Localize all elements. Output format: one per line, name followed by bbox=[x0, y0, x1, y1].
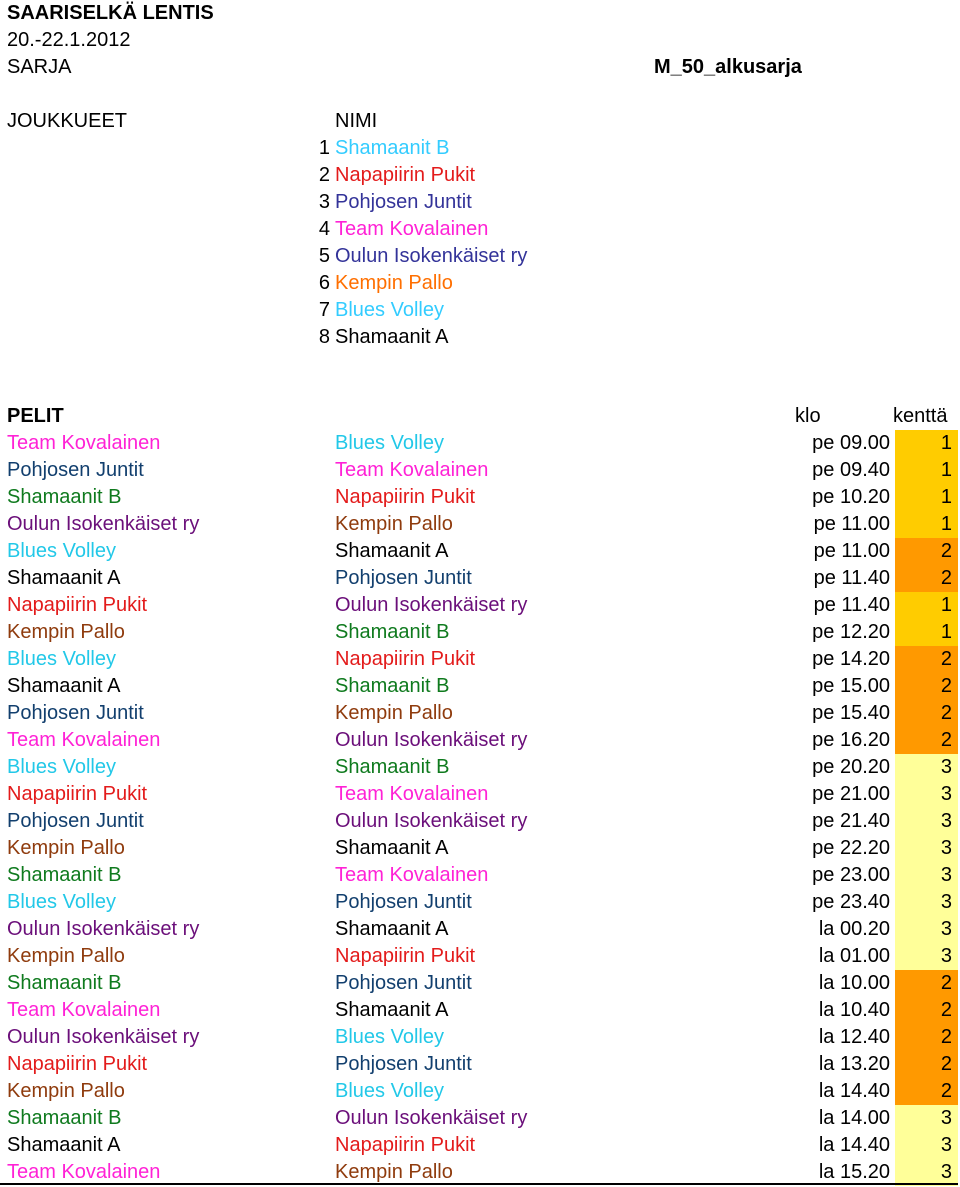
away-team: Shamaanit A bbox=[335, 999, 449, 1021]
away-team: Kempin Pallo bbox=[335, 513, 453, 535]
home-team: Oulun Isokenkäiset ry bbox=[7, 513, 200, 535]
game-time: pe 11.00 bbox=[813, 513, 890, 535]
game-time: pe 23.40 bbox=[812, 891, 890, 913]
court-number: 2 bbox=[895, 997, 958, 1024]
court-number: 3 bbox=[895, 754, 958, 781]
home-team: Shamaanit A bbox=[7, 675, 121, 697]
team-name: Kempin Pallo bbox=[335, 272, 453, 294]
court-number: 2 bbox=[895, 538, 958, 565]
court-number: 3 bbox=[895, 781, 958, 808]
home-team: Napapiirin Pukit bbox=[7, 1053, 148, 1075]
away-team: Oulun Isokenkäiset ry bbox=[335, 729, 528, 751]
court-number: 3 bbox=[895, 889, 958, 916]
team-number: 8 bbox=[318, 326, 330, 348]
games-section-label: PELIT bbox=[7, 405, 64, 427]
game-time: pe 11.00 bbox=[813, 540, 890, 562]
game-time: pe 09.00 bbox=[812, 432, 890, 454]
game-time: la 01.00 bbox=[818, 945, 890, 967]
game-row bbox=[0, 1105, 958, 1132]
away-team: Team Kovalainen bbox=[335, 864, 489, 886]
game-time: la 15.20 bbox=[818, 1161, 890, 1183]
court-number: 2 bbox=[895, 1078, 958, 1105]
away-team: Shamaanit B bbox=[335, 675, 450, 697]
court-number: 1 bbox=[895, 511, 958, 538]
home-team: Pohjosen Juntit bbox=[7, 810, 144, 832]
game-row bbox=[0, 970, 958, 997]
game-row bbox=[0, 781, 958, 808]
court-number: 2 bbox=[895, 646, 958, 673]
home-team: Blues Volley bbox=[7, 648, 116, 670]
home-team: Shamaanit B bbox=[7, 972, 122, 994]
home-team: Team Kovalainen bbox=[7, 432, 161, 454]
game-time: pe 21.40 bbox=[812, 810, 890, 832]
team-list-item bbox=[300, 189, 472, 216]
game-row bbox=[0, 511, 958, 538]
home-team: Shamaanit B bbox=[7, 1107, 122, 1129]
game-row bbox=[0, 754, 958, 781]
court-number: 3 bbox=[895, 1105, 958, 1132]
away-team: Blues Volley bbox=[335, 1080, 444, 1102]
court-number: 2 bbox=[895, 970, 958, 997]
time-column-header: klo bbox=[795, 405, 821, 427]
game-row bbox=[0, 835, 958, 862]
home-team: Oulun Isokenkäiset ry bbox=[7, 1026, 200, 1048]
away-team: Napapiirin Pukit bbox=[335, 486, 476, 508]
away-team: Napapiirin Pukit bbox=[335, 648, 476, 670]
away-team: Shamaanit A bbox=[335, 540, 449, 562]
team-list-item bbox=[300, 270, 453, 297]
team-name: Blues Volley bbox=[335, 299, 444, 321]
home-team: Kempin Pallo bbox=[7, 945, 125, 967]
game-time: pe 23.00 bbox=[812, 864, 890, 886]
team-list-item bbox=[300, 216, 489, 243]
game-row bbox=[0, 862, 958, 889]
court-number: 1 bbox=[895, 619, 958, 646]
game-row bbox=[0, 1051, 958, 1078]
game-row bbox=[0, 1132, 958, 1159]
game-row bbox=[0, 646, 958, 673]
game-row bbox=[0, 538, 958, 565]
game-time: pe 22.20 bbox=[812, 837, 890, 859]
teams-name-header: NIMI bbox=[335, 110, 378, 132]
team-list-item bbox=[300, 135, 450, 162]
team-name: Napapiirin Pukit bbox=[335, 164, 476, 186]
away-team: Kempin Pallo bbox=[335, 702, 453, 724]
team-name: Shamaanit B bbox=[335, 137, 450, 159]
game-time: la 10.00 bbox=[818, 972, 890, 994]
away-team: Kempin Pallo bbox=[335, 1161, 453, 1183]
game-row bbox=[0, 889, 958, 916]
game-row bbox=[0, 484, 958, 511]
court-number: 2 bbox=[895, 727, 958, 754]
game-time: la 12.40 bbox=[818, 1026, 890, 1048]
teams-section-label: JOUKKUEET bbox=[7, 110, 128, 132]
game-row bbox=[0, 430, 958, 457]
home-team: Blues Volley bbox=[7, 540, 116, 562]
game-row bbox=[0, 700, 958, 727]
series-label: SARJA bbox=[7, 56, 72, 78]
game-time: pe 21.00 bbox=[812, 783, 890, 805]
court-number: 3 bbox=[895, 916, 958, 943]
game-time: pe 16.20 bbox=[812, 729, 890, 751]
court-number: 3 bbox=[895, 1132, 958, 1159]
home-team: Kempin Pallo bbox=[7, 837, 125, 859]
game-row bbox=[0, 808, 958, 835]
game-time: pe 11.40 bbox=[813, 567, 890, 589]
team-name: Shamaanit A bbox=[335, 326, 449, 348]
court-number: 3 bbox=[895, 1159, 958, 1186]
court-number: 1 bbox=[895, 457, 958, 484]
away-team: Pohjosen Juntit bbox=[335, 891, 472, 913]
court-number: 2 bbox=[895, 1024, 958, 1051]
team-list-item bbox=[300, 243, 528, 270]
team-number: 7 bbox=[318, 299, 330, 321]
game-row bbox=[0, 997, 958, 1024]
game-time: pe 12.20 bbox=[812, 621, 890, 643]
away-team: Shamaanit B bbox=[335, 621, 450, 643]
home-team: Kempin Pallo bbox=[7, 1080, 125, 1102]
away-team: Shamaanit A bbox=[335, 837, 449, 859]
game-row bbox=[0, 673, 958, 700]
series-value: M_50_alkusarja bbox=[654, 56, 802, 78]
home-team: Pohjosen Juntit bbox=[7, 702, 144, 724]
home-team: Shamaanit B bbox=[7, 864, 122, 886]
away-team: Team Kovalainen bbox=[335, 783, 489, 805]
team-name: Team Kovalainen bbox=[335, 218, 489, 240]
court-number: 1 bbox=[895, 430, 958, 457]
court-column-header: kenttä bbox=[893, 405, 948, 427]
game-row bbox=[0, 619, 958, 646]
away-team: Napapiirin Pukit bbox=[335, 1134, 476, 1156]
home-team: Shamaanit A bbox=[7, 567, 121, 589]
bottom-rule bbox=[0, 1183, 958, 1185]
home-team: Pohjosen Juntit bbox=[7, 459, 144, 481]
home-team: Blues Volley bbox=[7, 891, 116, 913]
court-number: 2 bbox=[895, 565, 958, 592]
court-number: 2 bbox=[895, 700, 958, 727]
game-row bbox=[0, 1159, 958, 1186]
game-time: la 14.40 bbox=[818, 1134, 890, 1156]
game-time: pe 15.40 bbox=[812, 702, 890, 724]
home-team: Oulun Isokenkäiset ry bbox=[7, 918, 200, 940]
game-row bbox=[0, 565, 958, 592]
game-time: pe 09.40 bbox=[812, 459, 890, 481]
home-team: Blues Volley bbox=[7, 756, 116, 778]
game-time: la 13.20 bbox=[818, 1053, 890, 1075]
game-row bbox=[0, 592, 958, 619]
game-time: pe 14.20 bbox=[812, 648, 890, 670]
team-list-item bbox=[300, 297, 444, 324]
home-team: Shamaanit A bbox=[7, 1134, 121, 1156]
away-team: Blues Volley bbox=[335, 432, 444, 454]
court-number: 3 bbox=[895, 808, 958, 835]
team-name: Oulun Isokenkäiset ry bbox=[335, 245, 528, 267]
team-number: 4 bbox=[318, 218, 330, 240]
game-row bbox=[0, 916, 958, 943]
away-team: Pohjosen Juntit bbox=[335, 1053, 472, 1075]
game-row bbox=[0, 1078, 958, 1105]
team-list-item bbox=[300, 324, 449, 351]
team-number: 5 bbox=[318, 245, 330, 267]
away-team: Oulun Isokenkäiset ry bbox=[335, 810, 528, 832]
home-team: Napapiirin Pukit bbox=[7, 783, 148, 805]
team-number: 1 bbox=[318, 137, 330, 159]
court-number: 1 bbox=[895, 592, 958, 619]
court-number: 2 bbox=[895, 1051, 958, 1078]
game-time: pe 11.40 bbox=[813, 594, 890, 616]
home-team: Team Kovalainen bbox=[7, 999, 161, 1021]
game-time: pe 15.00 bbox=[812, 675, 890, 697]
home-team: Napapiirin Pukit bbox=[7, 594, 148, 616]
away-team: Pohjosen Juntit bbox=[335, 567, 472, 589]
game-row bbox=[0, 727, 958, 754]
away-team: Shamaanit A bbox=[335, 918, 449, 940]
home-team: Team Kovalainen bbox=[7, 729, 161, 751]
court-number: 3 bbox=[895, 835, 958, 862]
game-time: la 14.40 bbox=[818, 1080, 890, 1102]
team-name: Pohjosen Juntit bbox=[335, 191, 472, 213]
away-team: Oulun Isokenkäiset ry bbox=[335, 594, 528, 616]
court-number: 3 bbox=[895, 862, 958, 889]
home-team: Kempin Pallo bbox=[7, 621, 125, 643]
team-list-item bbox=[300, 162, 476, 189]
court-number: 1 bbox=[895, 484, 958, 511]
page-title: SAARISELKÄ LENTIS bbox=[7, 2, 214, 24]
game-time: la 00.20 bbox=[818, 918, 890, 940]
court-number: 2 bbox=[895, 673, 958, 700]
game-row bbox=[0, 457, 958, 484]
home-team: Team Kovalainen bbox=[7, 1161, 161, 1183]
game-time: pe 20.20 bbox=[812, 756, 890, 778]
away-team: Blues Volley bbox=[335, 1026, 444, 1048]
away-team: Shamaanit B bbox=[335, 756, 450, 778]
away-team: Oulun Isokenkäiset ry bbox=[335, 1107, 528, 1129]
court-number: 3 bbox=[895, 943, 958, 970]
team-number: 3 bbox=[318, 191, 330, 213]
away-team: Pohjosen Juntit bbox=[335, 972, 472, 994]
game-time: la 14.00 bbox=[818, 1107, 890, 1129]
team-number: 6 bbox=[318, 272, 330, 294]
game-row bbox=[0, 943, 958, 970]
event-dates: 20.-22.1.2012 bbox=[7, 29, 131, 51]
team-number: 2 bbox=[318, 164, 330, 186]
home-team: Shamaanit B bbox=[7, 486, 122, 508]
away-team: Napapiirin Pukit bbox=[335, 945, 476, 967]
game-time: pe 10.20 bbox=[812, 486, 890, 508]
game-time: la 10.40 bbox=[818, 999, 890, 1021]
game-row bbox=[0, 1024, 958, 1051]
away-team: Team Kovalainen bbox=[335, 459, 489, 481]
